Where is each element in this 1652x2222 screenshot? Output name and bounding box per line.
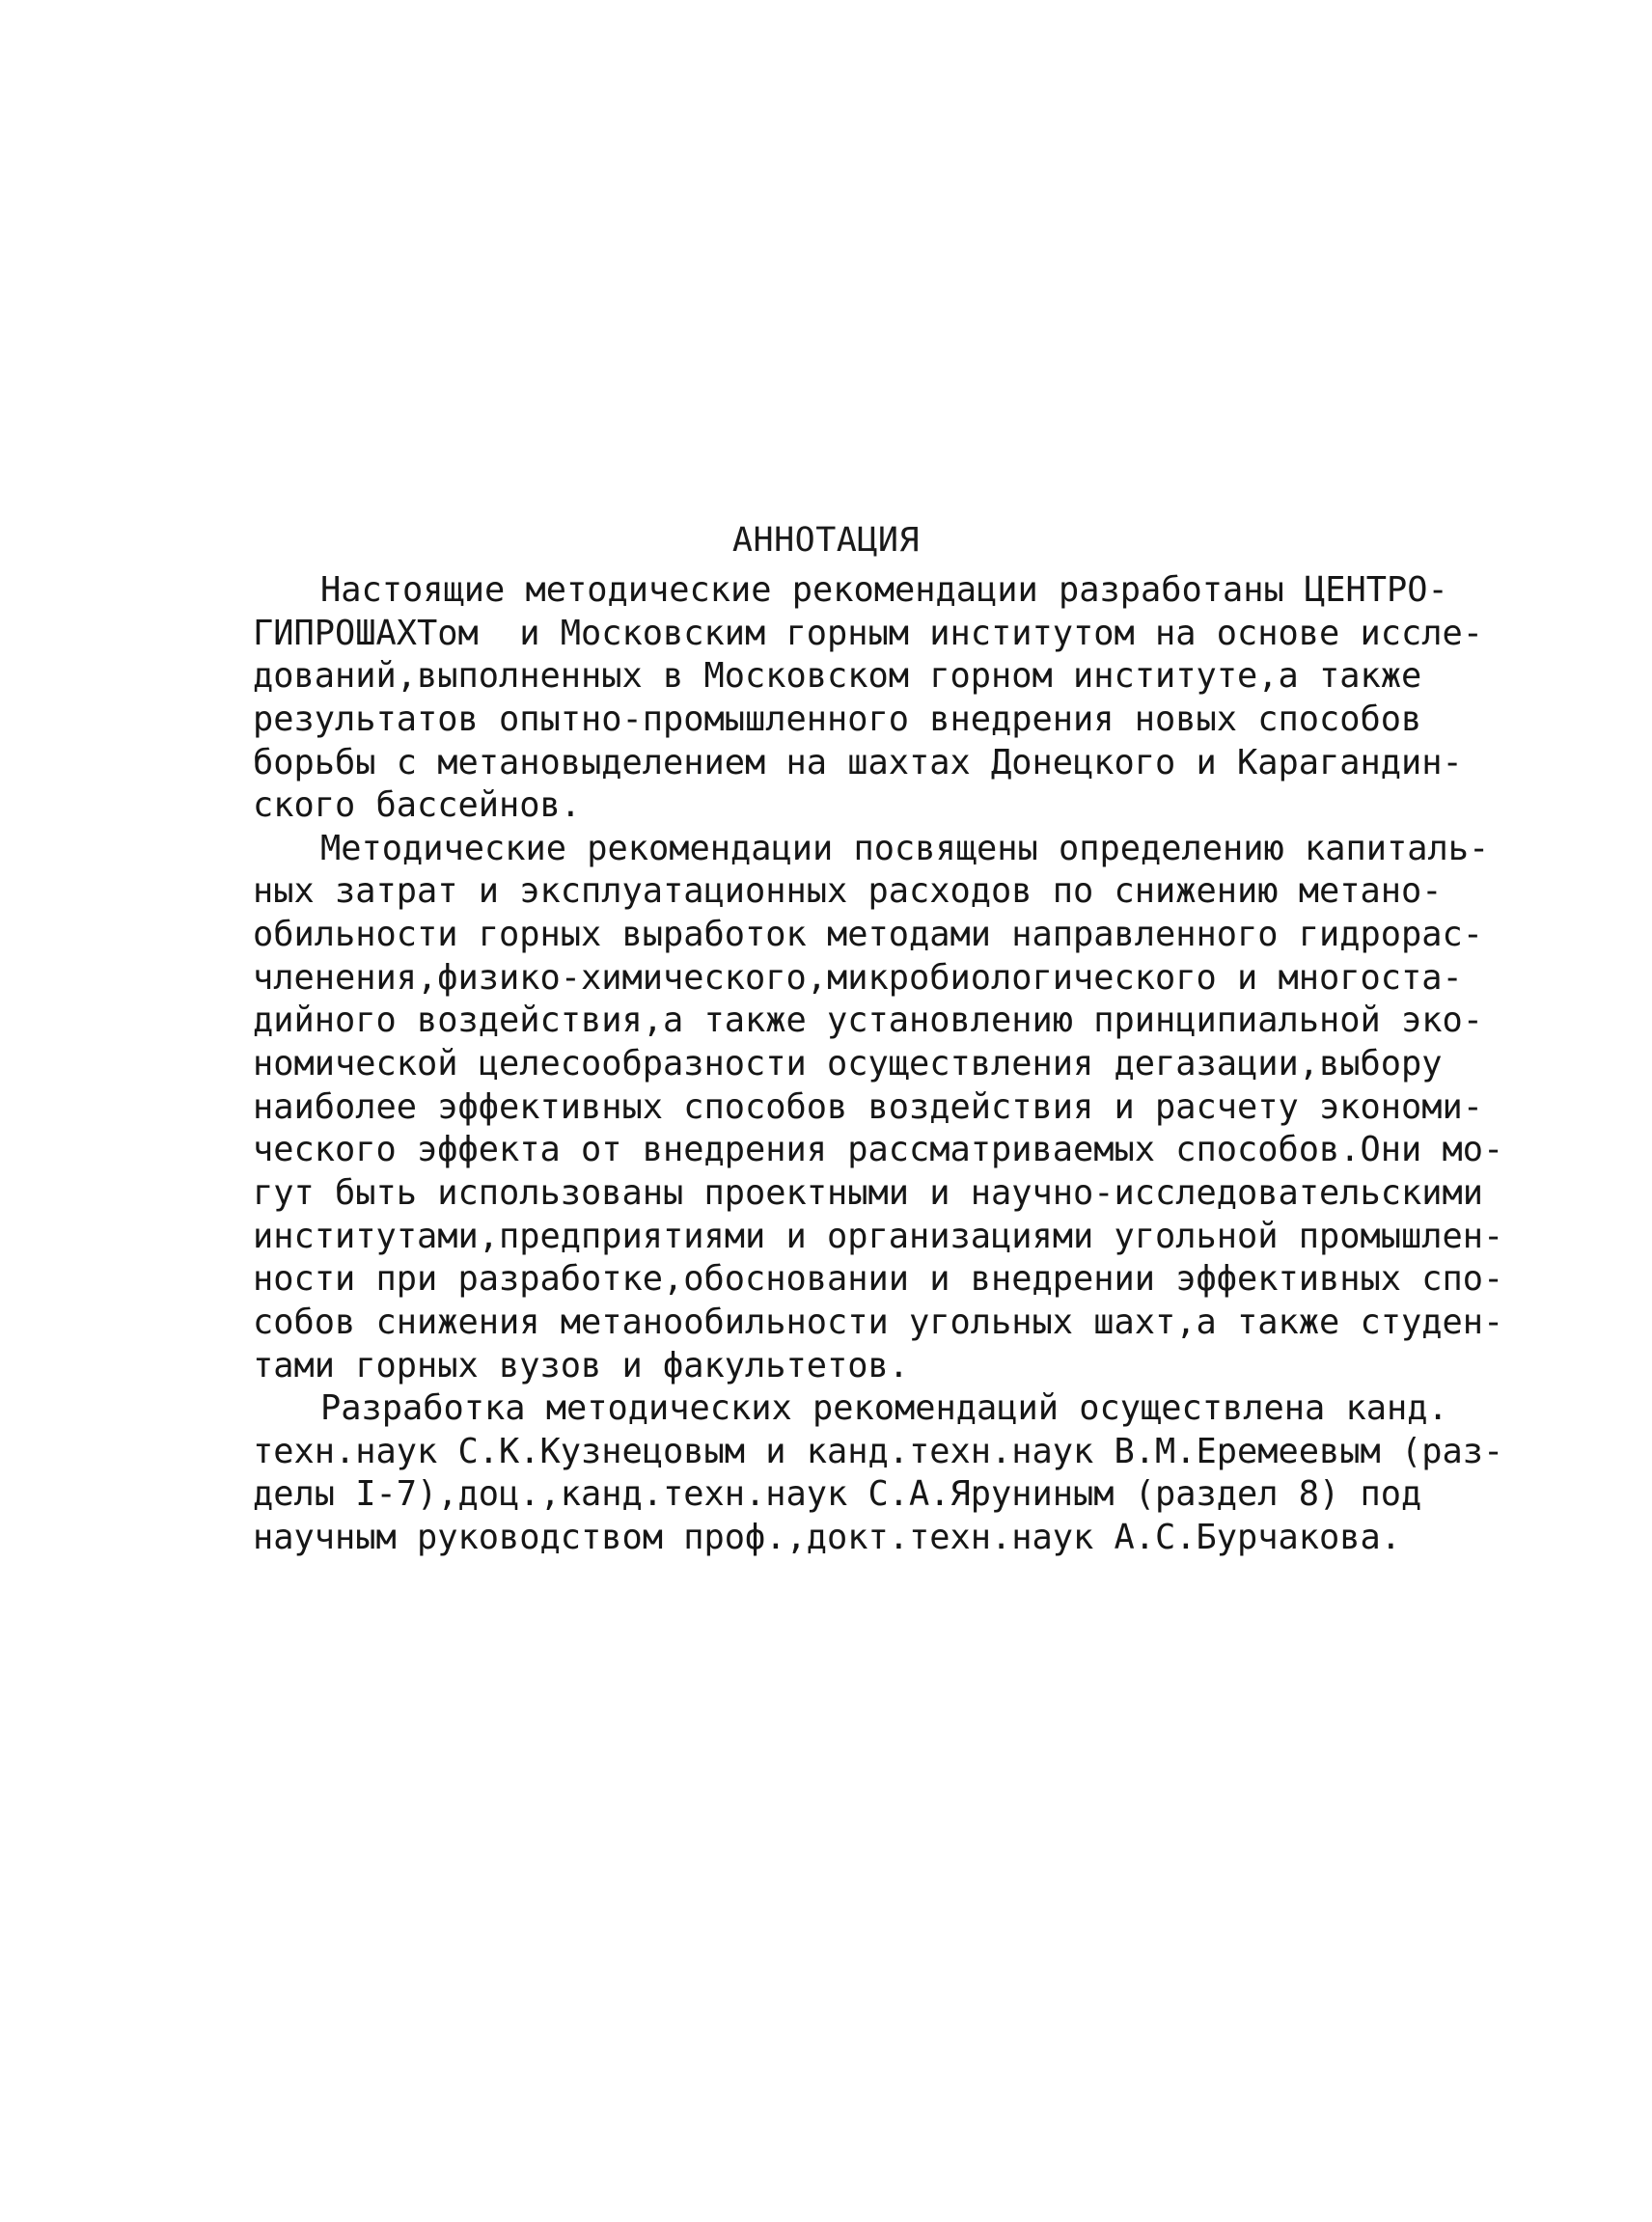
text-line: собов снижения метанообильности угольных шахт,а также студен- [253,1302,1504,1342]
text-line: делы I-7),доц.,канд.техн.наук С.А.Яруниным (раздел 8) под [253,1474,1422,1515]
text-line: ных затрат и эксплуатационных расходов по снижению метано- [253,871,1443,912]
text-line: научным руководством проф.,докт.техн.наук А.С.Бурчакова. [253,1518,1402,1558]
text-line: результатов опытно-промышленного внедрения новых способов [253,699,1422,739]
text-line: ческого эффекта от внедрения рассматриваемых способов.Они мо- [253,1130,1504,1170]
text-line: Методические рекомендации посвящены определению капиталь- [320,828,1490,868]
text-line: тами горных вузов и факультетов. [253,1345,910,1385]
text-line: ского бассейнов. [253,785,582,826]
text-line: Настоящие методические рекомендации разработаны ЦЕНТРО- [320,570,1448,610]
text-line: членения,физико-химического,микробиологического и многоста- [253,957,1463,998]
text-line: дований,выполненных в Московском горном институте,а также [253,656,1422,697]
text-line: Разработка методических рекомендаций осуществлена канд. [320,1388,1448,1429]
page-title: АННОТАЦИЯ [731,521,921,560]
text-line: гут быть использованы проектными и научно-исследовательскими [253,1172,1484,1213]
text-line: обильности горных выработок методами направленного гидрорас- [253,915,1484,955]
annotation-body [253,569,1504,1560]
text-line: институтами,предприятиями и организациями угольной промышлен- [253,1216,1504,1256]
text-line: номической целесообразности осуществления дегазации,выбору [253,1044,1443,1084]
text-line: наиболее эффективных способов воздействия и расчету экономи- [253,1086,1484,1127]
text-line: ГИПРОШАХТом и Московским горным институтом на основе иссле- [253,613,1484,653]
text-line: техн.наук С.К.Кузнецовым и канд.техн.наук В.М.Еремеевым (раз- [253,1431,1504,1471]
text-line: ности при разработке,обосновании и внедрении эффективных спо- [253,1259,1504,1300]
text-line: борьбы с метановыделением на шахтах Донецкого и Карагандин- [253,742,1463,782]
text-line: дийного воздействия,а также установлению принципиальной эко- [253,1001,1484,1041]
